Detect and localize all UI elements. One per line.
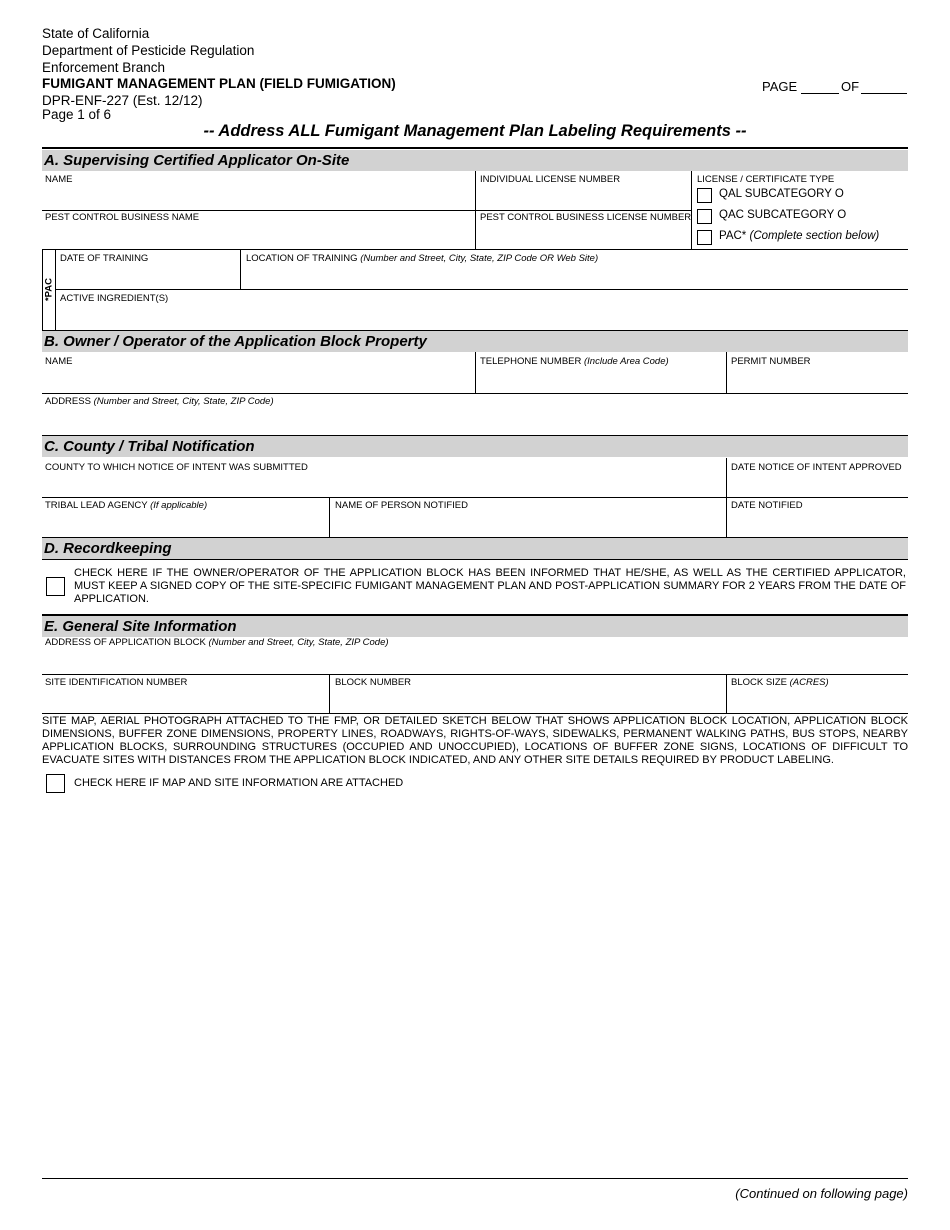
telephone-label: TELEPHONE NUMBER (Include Area Code) xyxy=(480,356,669,367)
tribal-label: TRIBAL LEAD AGENCY (If applicable) xyxy=(45,500,208,511)
form-title: FUMIGANT MANAGEMENT PLAN (FIELD FUMIGATION) xyxy=(42,76,396,91)
section-e-title: E. General Site Information xyxy=(42,616,908,637)
section-c-title: C. County / Tribal Notification xyxy=(42,436,908,457)
qal-checkbox[interactable] xyxy=(697,188,712,203)
pac-side-label: *PAC xyxy=(43,277,55,302)
recordkeeping-checkbox[interactable] xyxy=(46,577,65,596)
person-notified-label: NAME OF PERSON NOTIFIED xyxy=(335,500,469,511)
divider xyxy=(329,674,330,713)
section-d-title: D. Recordkeeping xyxy=(42,538,908,559)
header-branch: Enforcement Branch xyxy=(42,60,166,75)
divider xyxy=(42,210,691,211)
map-attached-checkbox[interactable] xyxy=(46,774,65,793)
page-total-field[interactable] xyxy=(861,93,907,94)
page-number-field[interactable] xyxy=(801,93,839,94)
page-indicator: Page 1 of 6 xyxy=(42,107,112,122)
sketch-area[interactable] xyxy=(42,800,908,1170)
block-size-label: BLOCK SIZE (ACRES) xyxy=(731,677,829,688)
divider xyxy=(42,497,908,498)
divider xyxy=(726,352,727,393)
block-address-label: ADDRESS OF APPLICATION BLOCK (Number and Street, City, State, ZIP Code) xyxy=(45,637,389,648)
site-map-instructions: SITE MAP, AERIAL PHOTOGRAPH ATTACHED TO THE FMP, OR DETAILED SKETCH BELOW THAT SHOWS APPLICATION BLOCK LOCATION, APPLICATION BLOCK DIMENSIONS, BUFFER ZONE DIMENSIONS, PROPERTY LINES, ROADWAYS, RIGHTS-OF-WAYS, SIDEWALKS, PERMANENT WALKING PATHS, BUS STOPS, NEARBY APPLICATION BLOCKS, SURROUNDING STRUCTURES (OCCUPIED AND UNOCCUPIED), LOCATIONS OF BUFFER ZONE SIGNS, LOCATIONS OF DIFFICULT TO EVACUATE SITES WITH DISTANCES FROM THE APPLICATION BLOCK INDICATED, AND ANY OTHER SITE DETAILS REQUIRED BY PRODUCT LABELING. xyxy=(42,715,908,766)
divider xyxy=(42,249,908,250)
owner-name-label: NAME xyxy=(45,356,73,367)
qal-option-label: QAL SUBCATEGORY O xyxy=(719,188,844,200)
license-type-label: LICENSE / CERTIFICATE TYPE xyxy=(697,174,835,185)
divider xyxy=(42,1178,908,1179)
page-label: PAGE xyxy=(762,79,798,94)
of-label: OF xyxy=(841,79,860,94)
continued-note: (Continued on following page) xyxy=(735,1186,908,1201)
permit-label: PERMIT NUMBER xyxy=(731,356,811,367)
divider xyxy=(42,559,908,560)
pac-checkbox[interactable] xyxy=(697,230,712,245)
owner-address-label: ADDRESS (Number and Street, City, State, ZIP Code) xyxy=(45,396,274,407)
divider xyxy=(42,393,908,394)
qac-option-label: QAC SUBCATEGORY O xyxy=(719,209,847,221)
location-training-label: LOCATION OF TRAINING (Number and Street, City, State, ZIP Code OR Web Site) xyxy=(246,253,599,264)
section-b-title: B. Owner / Operator of the Application Block Property xyxy=(42,331,908,352)
divider xyxy=(55,289,908,290)
divider xyxy=(329,497,330,537)
divider xyxy=(42,674,908,675)
active-ingredients-label: ACTIVE INGREDIENT(S) xyxy=(60,293,169,304)
divider xyxy=(475,352,476,393)
applicator-name-label: NAME xyxy=(45,174,73,185)
section-a-title: A. Supervising Certified Applicator On-Site xyxy=(42,150,908,171)
banner: -- Address ALL Fumigant Management Plan Labeling Requirements -- xyxy=(203,122,747,140)
divider xyxy=(42,713,908,714)
date-training-label: DATE OF TRAINING xyxy=(60,253,149,264)
form-id: DPR-ENF-227 (Est. 12/12) xyxy=(42,93,203,108)
date-approved-label: DATE NOTICE OF INTENT APPROVED xyxy=(731,462,902,473)
county-label: COUNTY TO WHICH NOTICE OF INTENT WAS SUBMITTED xyxy=(45,462,308,473)
header-department: Department of Pesticide Regulation xyxy=(42,43,255,58)
business-name-label: PEST CONTROL BUSINESS NAME xyxy=(45,212,200,223)
site-id-label: SITE IDENTIFICATION NUMBER xyxy=(45,677,188,688)
date-notified-label: DATE NOTIFIED xyxy=(731,500,803,511)
individual-license-label: INDIVIDUAL LICENSE NUMBER xyxy=(480,174,621,185)
header-state: State of California xyxy=(42,26,150,41)
divider xyxy=(726,674,727,713)
divider xyxy=(240,249,241,289)
block-number-label: BLOCK NUMBER xyxy=(335,677,412,688)
divider xyxy=(691,171,692,249)
pac-option-label: PAC* (Complete section below) xyxy=(719,230,880,242)
qac-checkbox[interactable] xyxy=(697,209,712,224)
recordkeeping-text: CHECK HERE IF THE OWNER/OPERATOR OF THE APPLICATION BLOCK HAS BEEN INFORMED THAT HE/SHE, AS WELL AS THE CERTIFIED APPLICATOR, MUST KEEP A SIGNED COPY OF THE SITE-SPECIFIC FUMIGANT MANAGEMENT PLAN AND POST-APPLICATION SUMMARY FOR 2 YEARS FROM THE DATE OF APPLICATION. xyxy=(74,567,906,605)
divider xyxy=(42,147,908,149)
map-attached-label: CHECK HERE IF MAP AND SITE INFORMATION ARE ATTACHED xyxy=(74,777,404,789)
business-license-label: PEST CONTROL BUSINESS LICENSE NUMBER xyxy=(480,212,692,223)
